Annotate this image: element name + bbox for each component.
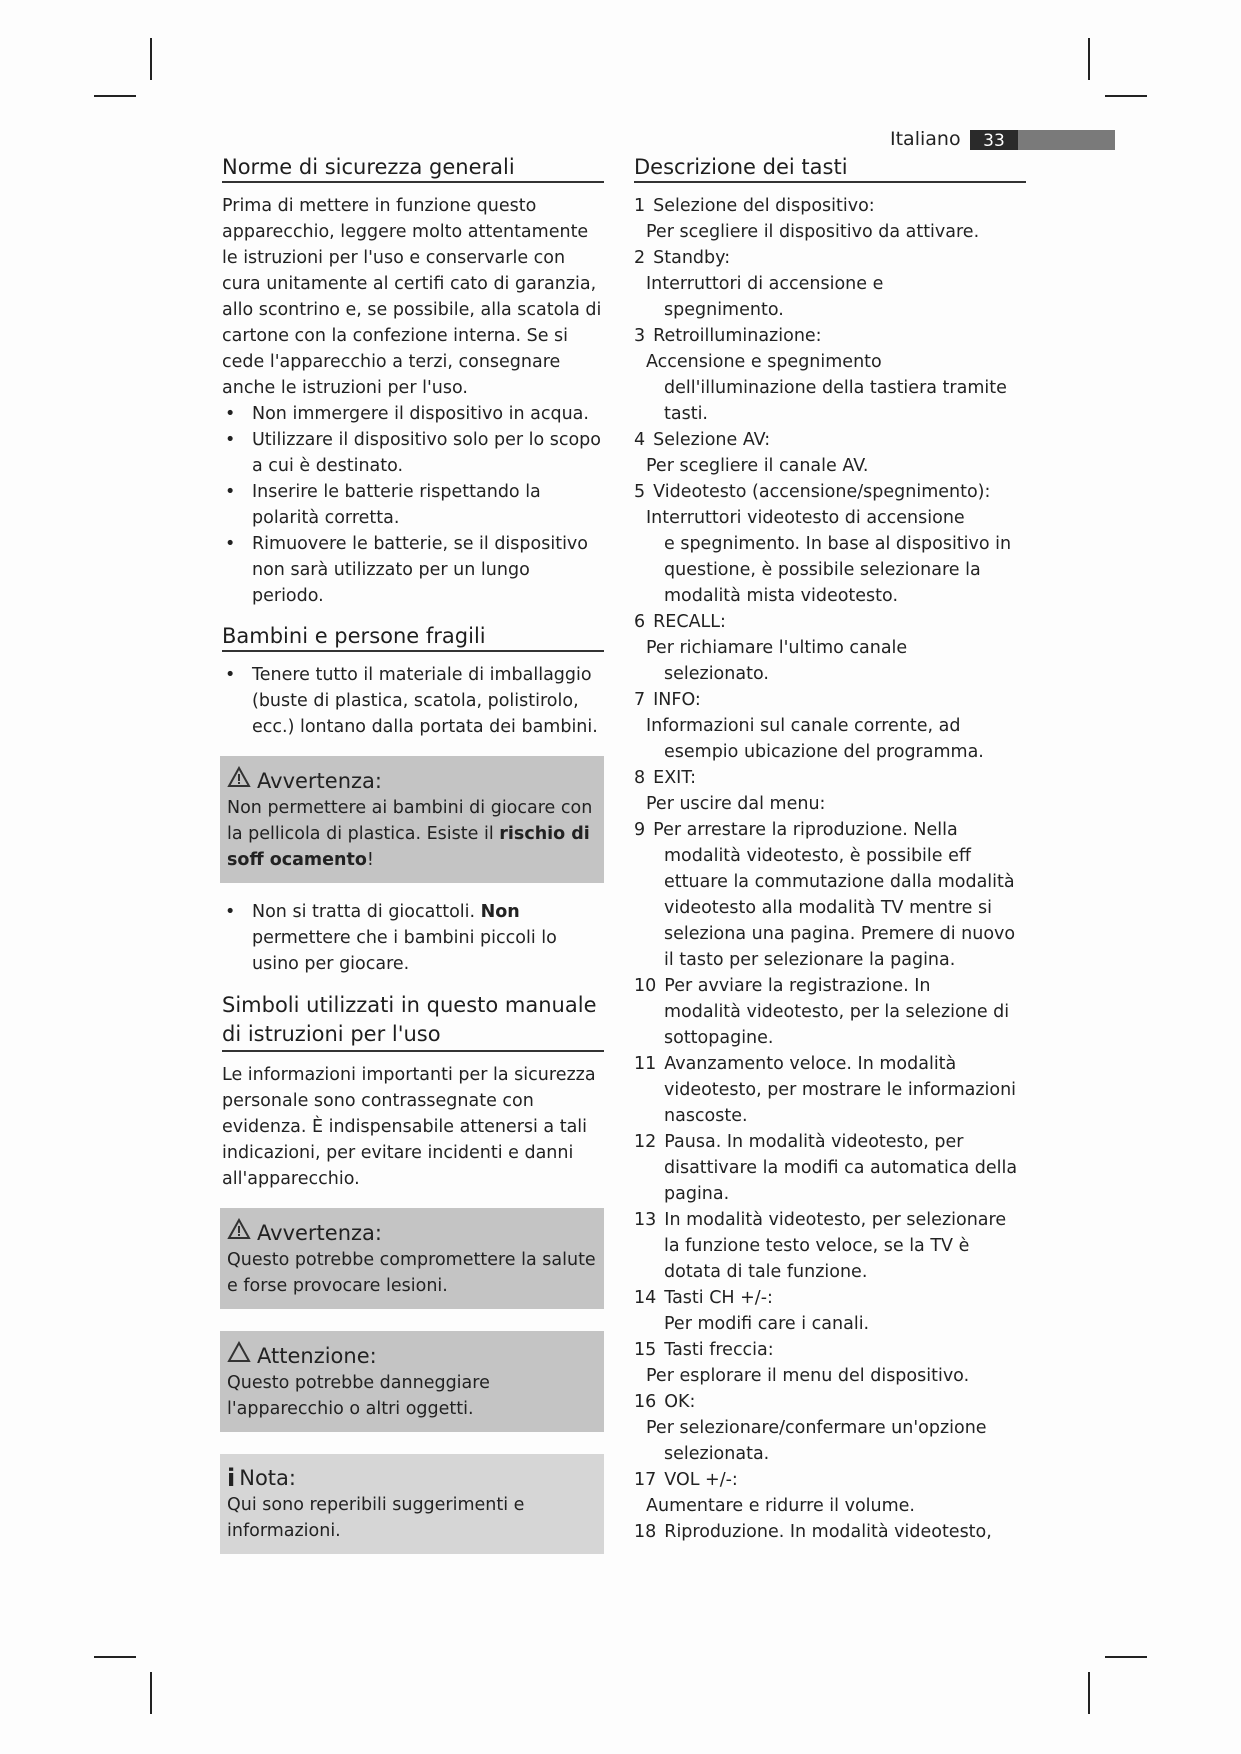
note-box [220,1454,604,1554]
crop-mark [150,38,152,80]
key-description-continued: esempio ubicazione del programma. [664,742,984,762]
section-title-children: Bambini e persone fragili [222,623,604,652]
key-description: Per uscire dal menu: [646,794,826,814]
key-item [634,245,1026,323]
key-item [634,1285,1026,1337]
key-title: 15 Tasti freccia: [634,1337,1026,1363]
crop-mark [1105,95,1147,97]
warning-triangle-icon [227,766,251,795]
key-item [634,1129,1026,1207]
key-description-continued: spegnimento. [664,300,784,320]
key-description: Per selezionare/confermare un'opzione [646,1418,987,1438]
page-header [890,130,1115,152]
symbols-intro: Le informazioni importanti per la sicurezza personale sono contrassegnate con evidenza. È indispensabile attenersi a tali indicazioni, per evitare incidenti e danni all'apparecchio. [222,1065,596,1189]
list-item: • Non immergere il dispositivo in acqua. [222,401,604,427]
key-number: 12 [634,1132,657,1152]
key-description: Interruttori videotesto di accensione [646,508,965,528]
crop-mark [1105,1656,1147,1658]
key-description-continued: la funzione testo veloce, se la TV è dotata di tale funzione. [664,1236,970,1282]
key-item [634,1207,1026,1285]
left-column [222,154,604,1570]
crop-mark [94,95,136,97]
warning-title: Avvertenza: [227,1218,597,1247]
key-number: 4 [634,430,646,450]
crop-mark [150,1672,152,1714]
crop-mark [1088,1672,1090,1714]
key-item [634,687,1026,765]
key-number: 15 [634,1340,657,1360]
warning-text: Non permettere ai bambini di giocare con la pellicola di plastica. Esiste il rischio di soff ocamento! [227,798,593,870]
bullet-icon: • [225,430,236,450]
key-description-continued: Per modifi care i canali. [664,1314,870,1334]
key-item [634,1467,1026,1519]
bullet-icon: • [225,902,236,922]
key-number: 10 [634,976,657,996]
key-title: 2 Standby: [634,245,1026,271]
key-title: 11 Avanzamento veloce. In modalità [634,1051,1026,1077]
key-title: 9 Per arrestare la riproduzione. Nella [634,817,1026,843]
key-description-continued: modalità videotesto, è possibile eff ettuare la commutazione dalla modalità videotesto alla modalità TV mentre si seleziona una pagina. Premere di nuovo il tasto per selezionare la pagina. [664,846,1016,970]
key-item [634,479,1026,609]
list-item: • Utilizzare il dispositivo solo per lo scopo a cui è destinato. [222,427,604,479]
key-item [634,765,1026,817]
key-description: Informazioni sul canale corrente, ad [646,716,961,736]
key-item [634,1519,1026,1545]
list-item: • Non si tratta di giocattoli. Non permettere che i bambini piccoli lo usino per giocare. [222,899,604,977]
crop-mark [94,1656,136,1658]
warning-box [220,1208,604,1309]
section-title-symbols: Simboli utilizzati in questo manuale di istruzioni per l'uso [222,991,604,1052]
key-item [634,817,1026,973]
note-title: i Nota: [227,1464,296,1492]
section-title-safety: Norme di sicurezza generali [222,154,604,183]
key-number: 5 [634,482,646,502]
key-description: Per richiamare l'ultimo canale [646,638,908,658]
key-description-continued: selezionato. [664,664,769,684]
key-number: 2 [634,248,646,268]
warning-triangle-icon [227,1218,251,1247]
bullet-icon: • [225,404,236,424]
warning-text: Questo potrebbe compromettere la salute e forse provocare lesioni. [227,1250,596,1296]
list-item: • Tenere tutto il materiale di imballaggio (buste di plastica, scatola, polistirolo, ecc.) lontano dalla portata dei bambini. [222,662,604,740]
key-item [634,973,1026,1051]
key-title: 6 RECALL: [634,609,1026,635]
key-item [634,193,1026,245]
language-label: Italiano [890,128,961,150]
key-title: 10 Per avviare la registrazione. In [634,973,1026,999]
key-title: 7 INFO: [634,687,1026,713]
bullet-icon: • [225,482,236,502]
key-number: 7 [634,690,646,710]
key-description: Accensione e spegnimento [646,352,882,372]
key-description-continued: selezionata. [664,1444,770,1464]
key-title: 18 Riproduzione. In modalità videotesto, [634,1519,1026,1545]
key-title: 8 EXIT: [634,765,1026,791]
key-description-continued: disattivare la modifi ca automatica della pagina. [664,1158,1018,1204]
key-number: 16 [634,1392,657,1412]
page-number: 33 [970,130,1018,150]
key-item [634,427,1026,479]
key-number: 17 [634,1470,657,1490]
key-description: Per esplorare il menu del dispositivo. [646,1366,970,1386]
bullet-icon: • [225,534,236,554]
caution-box [220,1331,604,1432]
key-number: 3 [634,326,646,346]
key-title: 5 Videotesto (accensione/spegnimento): [634,479,1026,505]
key-item [634,1051,1026,1129]
children-list-2 [222,899,604,977]
key-item [634,323,1026,427]
key-number: 14 [634,1288,657,1308]
key-description: Per scegliere il canale AV. [646,456,869,476]
key-description: Per scegliere il dispositivo da attivare. [646,222,980,242]
list-item: • Inserire le batterie rispettando la polarità corretta. [222,479,604,531]
key-description: Interruttori di accensione e [646,274,884,294]
bullet-icon: • [225,665,236,685]
key-number: 13 [634,1210,657,1230]
key-description: Aumentare e ridurre il volume. [646,1496,915,1516]
key-number: 11 [634,1054,657,1074]
key-number: 18 [634,1522,657,1542]
key-title: 16 OK: [634,1389,1026,1415]
caution-text: Questo potrebbe danneggiare l'apparecchio o altri oggetti. [227,1373,490,1419]
key-number: 6 [634,612,646,632]
key-title: 13 In modalità videotesto, per selezionare [634,1207,1026,1233]
key-description-continued: videotesto, per mostrare le informazioni nascoste. [664,1080,1017,1126]
right-column [634,154,1026,1545]
key-item [634,1389,1026,1467]
warning-title: Avvertenza: [227,766,597,795]
key-item [634,1337,1026,1389]
key-title: 14 Tasti CH +/-: [634,1285,1026,1311]
list-item: • Rimuovere le batterie, se il dispositivo non sarà utilizzato per un lungo periodo. [222,531,604,609]
caution-title: Attenzione: [227,1341,597,1370]
key-description-continued: dell'illuminazione della tastiera tramite tasti. [664,378,1007,424]
info-icon: i [227,1464,236,1492]
crop-mark [1088,38,1090,80]
key-item [634,609,1026,687]
key-description-continued: e spegnimento. In base al dispositivo in questione, è possibile selezionare la modalità mista videotesto. [664,534,1012,606]
warning-box [220,756,604,883]
key-number: 9 [634,820,646,840]
key-number: 1 [634,196,646,216]
key-title: 3 Retroilluminazione: [634,323,1026,349]
keys-list [634,193,1026,1545]
key-number: 8 [634,768,646,788]
safety-list [222,401,604,609]
key-title: 12 Pausa. In modalità videotesto, per [634,1129,1026,1155]
safety-intro: Prima di mettere in funzione questo apparecchio, leggere molto attentamente le istruzioni per l'uso e conservarle con cura unitamente al certifi cato di garanzia, allo scontrino e, se possibile, alla scatola di cartone con la confezione interna. Se si cede l'apparecchio a terzi, consegnare anche le istruzioni per l'uso. [222,196,602,398]
key-description-continued: modalità videotesto, per la selezione di sottopagine. [664,1002,1010,1048]
children-list [222,662,604,740]
key-title: 4 Selezione AV: [634,427,1026,453]
caution-triangle-icon [227,1341,251,1370]
key-title: 17 VOL +/-: [634,1467,1026,1493]
note-text: Qui sono reperibili suggerimenti e informazioni. [227,1495,525,1541]
section-title-keys: Descrizione dei tasti [634,154,1026,183]
key-title: 1 Selezione del dispositivo: [634,193,1026,219]
